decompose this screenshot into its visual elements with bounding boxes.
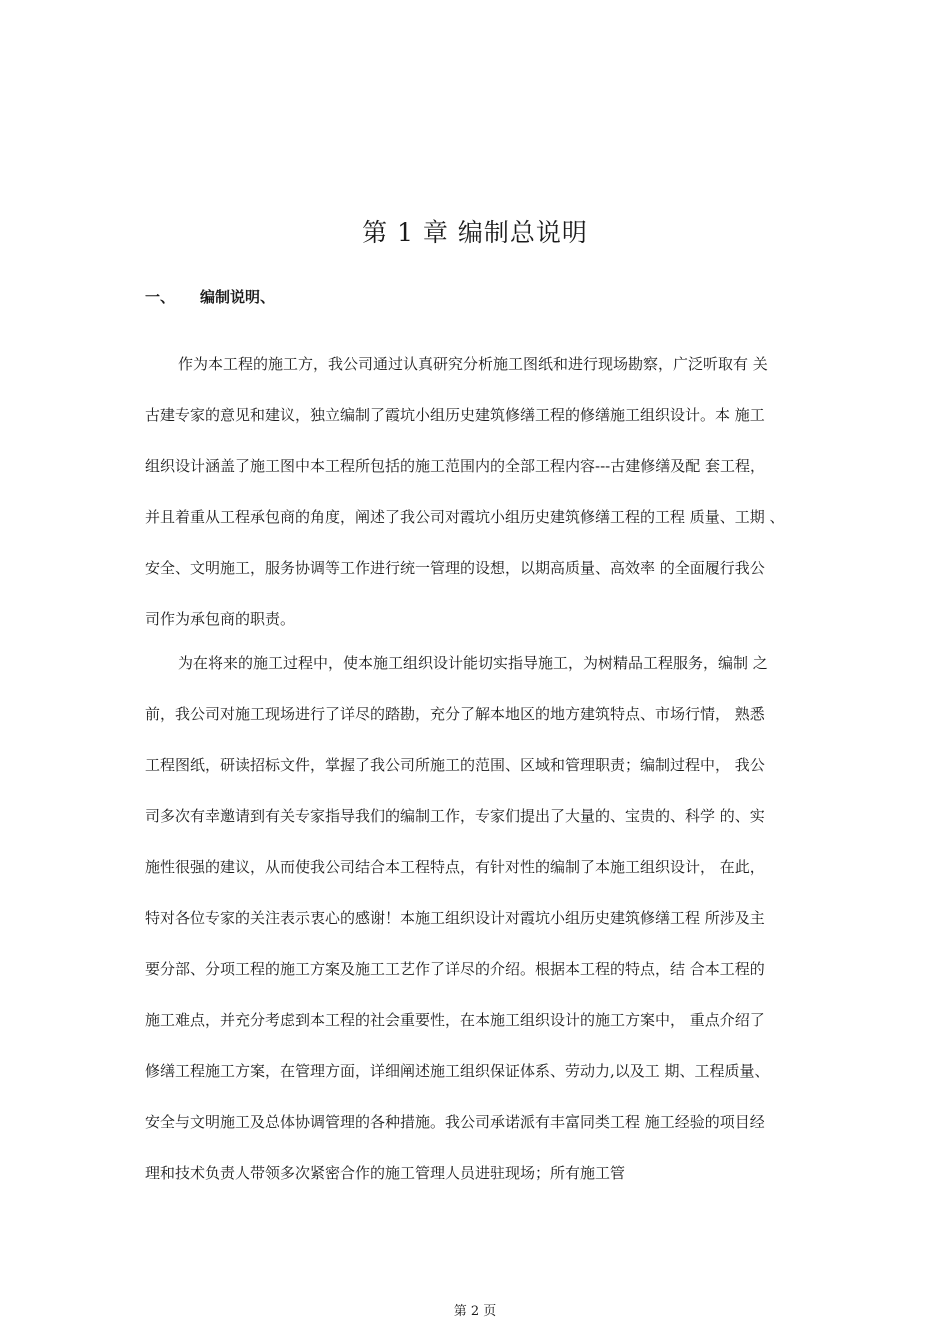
chapter-title: 第 1 章 编制总说明 (362, 218, 588, 247)
paragraph-line: 司作为承包商的职责。 (145, 610, 296, 628)
paragraph-line: 工程图纸，研读招标文件，掌握了我公司所施工的范围、区域和管理职责；编制过程中， 我公 (145, 756, 765, 774)
section-number: 一、 (145, 288, 176, 306)
paragraph-line: 特对各位专家的关注表示衷心的感谢！本施工组织设计对霞坑小组历史建筑修缮工程 所涉及主 (145, 909, 765, 927)
paragraph-line: 施工难点，并充分考虑到本工程的社会重要性，在本施工组织设计的施工方案中， 重点介绍了 (145, 1011, 765, 1029)
paragraph-line: 为在将来的施工过程中，使本施工组织设计能切实指导施工，为树精品工程服务，编制 之 (178, 654, 768, 672)
paragraph-line: 前，我公司对施工现场进行了详尽的踏勘，充分了解本地区的地方建筑特点、市场行情， 熟悉 (145, 705, 765, 723)
section-heading (145, 286, 275, 307)
paragraph-1 (145, 354, 825, 660)
paragraph-line: 组织设计涵盖了施工图中本工程所包括的施工范围内的全部工程内容---古建修缮及配 套工程， (145, 457, 765, 475)
paragraph-line: 理和技术负责人带领多次紧密合作的施工管理人员进驻现场；所有施工管 (145, 1164, 626, 1182)
section-title: 编制说明、 (200, 288, 276, 306)
paragraph-2 (145, 653, 825, 1214)
paragraph-line: 安全、文明施工，服务协调等工作进行统一管理的设想，以期高质量、高效率 的全面履行我公 (145, 559, 765, 577)
paragraph-line: 要分部、分项工程的施工方案及施工工艺作了详尽的介绍。根据本工程的特点，结 合本工程的 (145, 960, 765, 978)
paragraph-line: 施性很强的建议，从而使我公司结合本工程特点，有针对性的编制了本施工组织设计， 在此， (145, 858, 765, 876)
paragraph-line: 作为本工程的施工方，我公司通过认真研究分析施工图纸和进行现场勘察，广泛听取有 关 (178, 355, 768, 373)
paragraph-line: 司多次有幸邀请到有关专家指导我们的编制工作，专家们提出了大量的、宝贵的、科学 的、实 (145, 807, 765, 825)
page-number: 第 2 页 (453, 1304, 497, 1319)
paragraph-line: 修缮工程施工方案，在管理方面，详细阐述施工组织保证体系、劳动力,以及工 期、工程质量、 (145, 1062, 770, 1080)
paragraph-line: 安全与文明施工及总体协调管理的各种措施。我公司承诺派有丰富同类工程 施工经验的项目经 (145, 1113, 765, 1131)
paragraph-line: 并且着重从工程承包商的角度，阐述了我公司对霞坑小组历史建筑修缮工程的工程 质量、工期 、 (145, 508, 785, 526)
paragraph-line: 古建专家的意见和建议，独立编制了霞坑小组历史建筑修缮工程的修缮施工组织设计。本 施工 (145, 406, 765, 424)
